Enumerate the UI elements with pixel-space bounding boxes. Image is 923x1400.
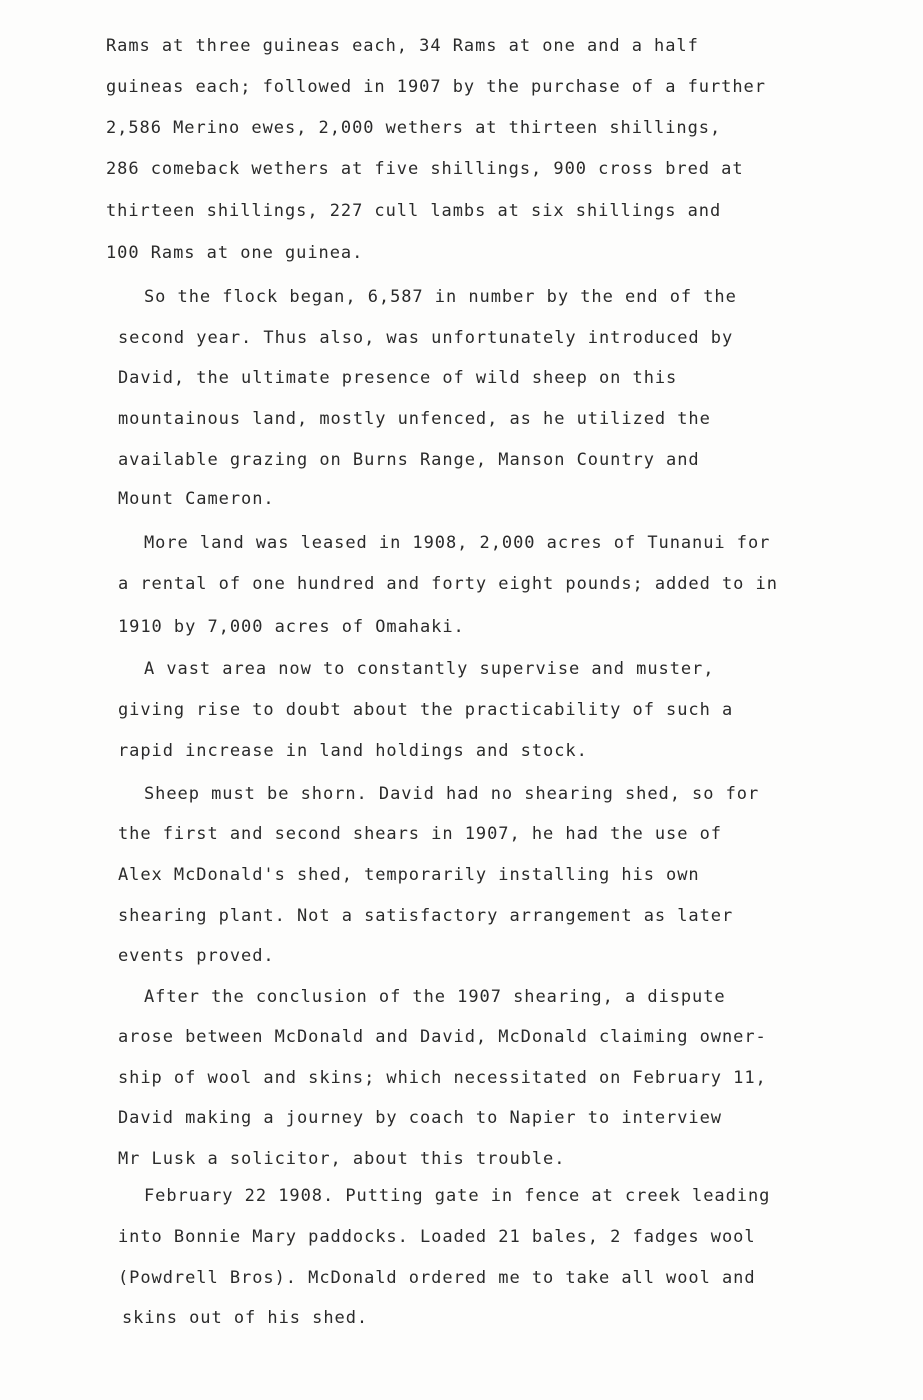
text-line: available grazing on Burns Range, Manson Country and [118,450,700,470]
text-line: shearing plant. Not a satisfactory arrangement as later [118,906,734,926]
text-line: Rams at three guineas each, 34 Rams at one and a half [106,36,699,56]
text-line: arose between McDonald and David, McDonald claiming owner- [118,1027,767,1047]
text-line: guineas each; followed in 1907 by the purchase of a further [106,77,766,97]
text-line: More land was leased in 1908, 2,000 acres of Tunanui for [144,533,771,553]
text-line: events proved. [118,946,275,966]
text-line: Mr Lusk a solicitor, about this trouble. [118,1149,566,1169]
text-line: a rental of one hundred and forty eight pounds; added to in [118,574,778,594]
text-line: (Powdrell Bros). McDonald ordered me to take all wool and [118,1268,756,1288]
text-line: 100 Rams at one guinea. [106,243,364,263]
text-line: 2,586 Merino ewes, 2,000 wethers at thirteen shillings, [106,118,722,138]
text-line: thirteen shillings, 227 cull lambs at six shillings and [106,201,722,221]
text-line: into Bonnie Mary paddocks. Loaded 21 bales, 2 fadges wool [118,1227,756,1247]
text-line: Mount Cameron. [118,489,275,509]
text-line: giving rise to doubt about the practicability of such a [118,700,734,720]
text-line: 1910 by 7,000 acres of Omahaki. [118,617,465,637]
text-line: 286 comeback wethers at five shillings, 900 cross bred at [106,159,744,179]
text-line: David making a journey by coach to Napier to interview [118,1108,722,1128]
text-line: Alex McDonald's shed, temporarily installing his own [118,865,700,885]
text-line: Sheep must be shorn. David had no shearing shed, so for [144,784,760,804]
text-line: A vast area now to constantly supervise and muster, [144,659,715,679]
text-line: mountainous land, mostly unfenced, as he utilized the [118,409,711,429]
text-line: So the flock began, 6,587 in number by the end of the [144,287,737,307]
text-line: skins out of his shed. [122,1308,369,1328]
text-line: After the conclusion of the 1907 shearing, a dispute [144,987,726,1007]
text-line: rapid increase in land holdings and stock. [118,741,588,761]
text-line: David, the ultimate presence of wild sheep on this [118,368,678,388]
text-line: second year. Thus also, was unfortunately introduced by [118,328,734,348]
text-line: February 22 1908. Putting gate in fence at creek leading [144,1186,771,1206]
text-line: the first and second shears in 1907, he had the use of [118,824,722,844]
text-line: ship of wool and skins; which necessitated on February 11, [118,1068,767,1088]
